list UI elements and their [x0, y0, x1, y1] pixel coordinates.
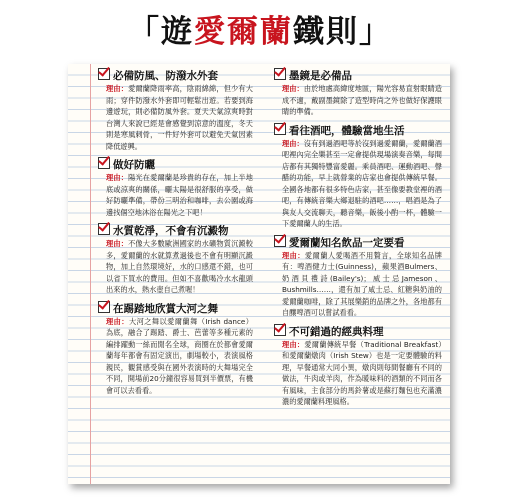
reason-label: 理由：: [282, 250, 305, 260]
rule-heading-text: 在踢踏地欣賞大河之舞: [113, 302, 218, 315]
rule-body: [106, 172, 253, 218]
left-column: [98, 68, 253, 401]
rule-section: [274, 324, 442, 408]
rule-body-text: 愛爾蘭人愛喝酒不用贅言，全球知名品牌有：啤酒健力士(Guinness)，蘋果酒Bulmers、奶酒貝禮詩(Bailey's)；威士忌Jameson、Bushmills……，還有加了咸士忌、紅糖與奶油的愛爾蘭咖啡，除了其展樂銷的品牌之外，各地都有自釀啤酒可以嘗試看看。: [282, 250, 442, 317]
rule-heading: [98, 223, 253, 238]
checkbox-checked-icon: [274, 123, 286, 135]
title-close-bracket: 」: [359, 14, 392, 50]
rule-body-text: 大河之舞以愛爾蘭舞（Irish dance）為底，融合了踢踏、爵士、芭蕾等多種元素的編排躍動一絲而閒名全球，商圈在於都會愛爾蘭每年都會有固定演出，劇場較小，表演風格親民，觀賞感受與在國外表演時的大舞場完全不同，開場前20分鐘很容易買到半價票，有機會可以去看看。: [106, 316, 253, 395]
rule-body-text: 愛爾蘭傳統早餐（Traditional Breakfast）和愛爾蘭燉肉（Irish Stew）也是一定要體驗的料理，早餐通常大同小異，燉肉則每間餐廳有不同的做法，牛肉或羊肉，作為暖味料的酒類的不同而各有風味，主食部分的馬鈴薯或是蘇打麵包也充滿濃濃的愛爾蘭料理風格。: [282, 339, 442, 406]
reason-label: 理由：: [282, 339, 305, 349]
rule-body: [106, 316, 253, 397]
reason-label: 理由：: [282, 84, 304, 93]
checkbox-checked-icon: [98, 68, 110, 80]
rule-heading: [274, 123, 442, 138]
rule-section: [98, 301, 253, 397]
rule-body: [106, 83, 253, 152]
rule-heading-text: 不可錯過的經典料理: [289, 325, 384, 338]
rule-section: [98, 68, 253, 152]
rule-heading-text: 愛爾蘭知名飲品一定要看: [289, 236, 405, 249]
reason-label: 理由：: [106, 239, 129, 248]
rule-heading: [98, 68, 253, 83]
rule-body-text: 由於地處高緯度地區，陽光容易直射眼睛造成不適，戴副墨鏡除了造型時尚之外也做好保護眼睛的準備。: [282, 84, 442, 116]
rule-body-text: 不像大多數歐洲國家的水礦物質沉澱較多，愛爾蘭的水就算煮過後也不會有明顯沉澱物，加上自然環境好，水的口感還不錯，也可以省下買水的費用。但如不喜歡喝冷水水龍頭出來的水，熱水壺自己煮喔！: [106, 239, 253, 294]
checkbox-checked-icon: [98, 301, 110, 313]
checkbox-checked-icon: [274, 68, 286, 80]
reason-label: 理由：: [106, 316, 129, 326]
rule-heading-text: 做好防曬: [113, 159, 155, 171]
rule-section: [274, 123, 442, 230]
checkbox-checked-icon: [98, 223, 110, 235]
checkbox-checked-icon: [98, 157, 110, 169]
rule-body-text: 愛爾蘭降雨率高，陰雨綿綿，但少有大雨；穿件防潑水外套即可輕鬆出遊。若要到海邊遊玩，則必備防風外套。夏天天氣涼爽時對台灣人來說已經是會感覺到涼意的溫度，冬天則是寒風刺骨，一件好外套可以避免天氣因素降低遊興。: [106, 84, 253, 151]
rule-section: [274, 68, 442, 118]
rule-body: [282, 250, 442, 319]
rule-heading: [98, 301, 253, 316]
rule-body: [106, 238, 253, 296]
rule-section: [274, 235, 442, 319]
rule-heading: [274, 235, 442, 250]
title-part-2: 愛爾蘭: [194, 14, 293, 50]
page-title: [0, 10, 520, 54]
title-open-bracket: 「: [128, 14, 161, 50]
rule-body: [282, 138, 442, 230]
rule-heading: [98, 157, 253, 172]
reason-label: 理由：: [106, 173, 129, 182]
rule-heading-text: 必備防風、防潑水外套: [113, 70, 218, 82]
title-part-3: 鐵則: [293, 14, 359, 50]
reason-label: 理由：: [282, 138, 304, 148]
rule-heading-text: 看往酒吧，體驗當地生活: [289, 124, 405, 137]
rule-section: [98, 157, 253, 218]
rule-heading-text: 水質乾淨，不會有沉澱物: [113, 225, 229, 237]
checkbox-checked-icon: [274, 324, 286, 336]
rule-heading-text: 墨鏡是必備品: [289, 70, 352, 82]
rule-heading: [274, 68, 442, 83]
rule-section: [98, 223, 253, 296]
rule-body: [282, 339, 442, 408]
right-column: [274, 68, 442, 413]
reason-label: 理由：: [106, 84, 129, 93]
rule-body-text: 沒有到過酒吧等於沒到過愛爾蘭，愛爾蘭酒吧裡內完全樂甚至一定會提供現場演奏音樂，每間店都有其獨特豐富愛麗。乘員酒吧、運動酒吧、聲醋的功能，早上就營業的店家也會提供傳統早餐。全國各地都有很多特色店家，甚至像要教堂裡的酒吧，有傳統音樂大鄉退駐的酒吧……，唱酒是為了與友人交流聊天，聽音樂，飯後小酌一杯，體驗一下愛爾蘭人的生活。: [282, 138, 442, 228]
rule-body-text: 陽光在愛爾蘭是珍貴的存在，加上半地底或涼爽的關係，曬太陽是很舒服的享受，做好防曬準備，帶份三明治和咖啡，去公園或海邊找個空地沐浴在陽光之下吧！: [106, 173, 253, 217]
checkbox-checked-icon: [274, 235, 286, 247]
title-part-1: 遊: [161, 14, 194, 50]
rule-heading: [274, 324, 442, 339]
lined-paper-panel: [68, 64, 450, 484]
rule-body: [282, 83, 442, 118]
